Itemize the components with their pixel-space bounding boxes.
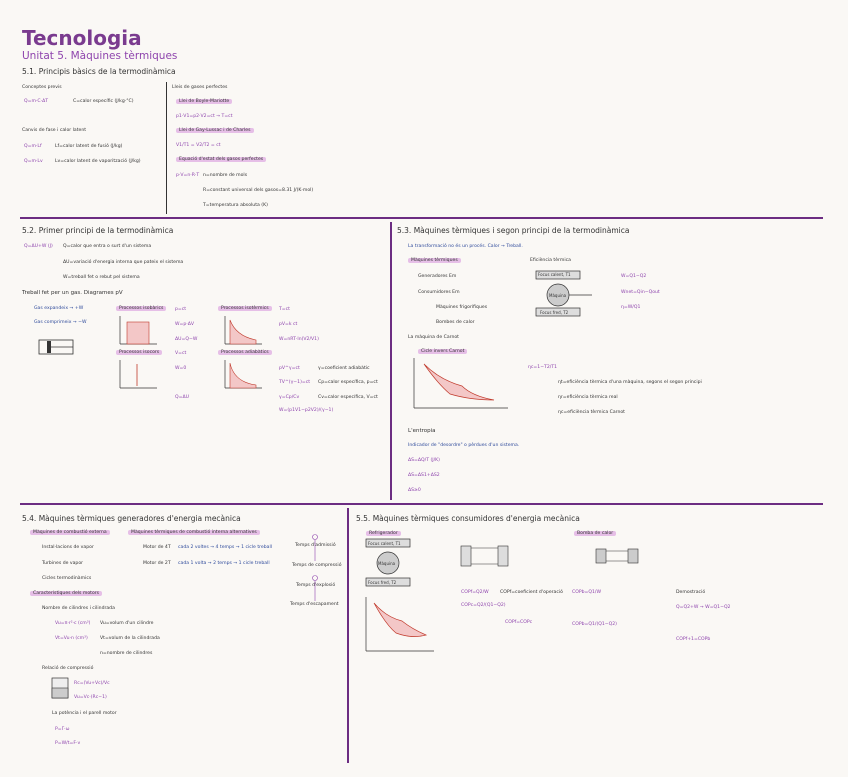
power-title: La potència i el parell motor: [52, 711, 117, 716]
phase-title: Canvis de fase i calor latent: [22, 128, 87, 133]
carnot-efficiency: ηc=1−T2/T1: [528, 365, 558, 370]
heat-formula: Q=m·C·ΔT: [24, 99, 49, 104]
carnot-cycle-label: Cicle invers Carnot: [418, 349, 467, 354]
stroke-exhaust: Temps d'escapament: [290, 602, 339, 607]
gas-expands: Gas expandeix → +W: [34, 306, 84, 311]
entropy-definition: Indicador de "desordre" o pèrdues d'un sistema.: [408, 443, 520, 448]
rc-formula: Rc=(Vu+Vc)/Vc: [74, 681, 110, 686]
stroke-compression: Temps de compressió: [292, 563, 342, 568]
demo-title: Demostració: [676, 590, 706, 595]
gamma-note: γ=coeficient adiabàtic: [318, 366, 370, 371]
isothermal-f2: pV=k ct: [279, 322, 298, 327]
eta-real-note: ηr=eficiència tèrmica real: [558, 395, 618, 400]
concepts-title: Conceptes previs: [22, 85, 62, 90]
stroke-admission: Temps d'admissió: [295, 543, 336, 548]
divider-top: [20, 217, 823, 219]
w-note: W=treball fet o rebut pel sistema: [63, 275, 140, 280]
adiabatic-label: Processos adiabàtics: [218, 350, 272, 355]
power-f2: P=W/t=F·v: [55, 741, 81, 746]
thermo-cycles: Cicles termodinàmics: [42, 576, 92, 581]
section-5-3-title: 5.3. Màquines tèrmiques i segon principi de la termodinàmica: [397, 226, 630, 235]
r-constant-note: R=constant universal dels gasos=8.31 J/(K·mol): [203, 188, 314, 193]
isochoric-f2: W=0: [175, 366, 187, 371]
isobaric-diagram: [117, 314, 159, 346]
adiabatic-f4: W=(p1V1−p2V2)/(γ−1): [279, 408, 334, 413]
unit-title: Unitat 5. Màquines tèrmiques: [22, 50, 178, 62]
cop-equality: COPf=COPc: [505, 620, 533, 625]
isothermal-label: Processos isotèrmics: [218, 306, 272, 311]
heat-pump-item: Bombes de calor: [436, 320, 475, 325]
stroke-explosion: Temps d'explosió: [296, 583, 336, 588]
adiabatic-f2: TV^(γ−1)=ct: [279, 380, 311, 385]
vc-formula: Vu=Vc·(Rc−1): [74, 695, 107, 700]
fridge-circuit-diagram: [456, 540, 516, 576]
external-combustion-label: Màquines de combustió externa: [30, 530, 110, 535]
refrigerator-label: Refrigerador: [366, 531, 401, 536]
fridge-machine-label: Màquina: [378, 561, 396, 566]
stroke-cycle-arrows: [311, 531, 319, 603]
fridge-cold-label: Focus fred, T2: [368, 580, 397, 585]
copb2-formula: COPb=Q1/(Q1−Q2): [572, 622, 617, 627]
engine-characteristics-label: Característiques dels motors: [30, 591, 102, 596]
entropy-title: L'entropia: [408, 428, 436, 434]
isobaric-f3: ΔU=Q−W: [175, 337, 198, 342]
copb-formula: COPb=Q1/W: [572, 590, 601, 595]
state-formula: p·V=n·R·T: [176, 173, 200, 178]
entropy-f3: ΔS≥0: [408, 488, 421, 493]
isochoric-f3: Q=ΔU: [175, 395, 189, 400]
isobaric-label: Processos isobàrics: [116, 306, 166, 311]
work-title: Treball fet per un gas. Diagrames pV: [22, 290, 123, 296]
section-5-4-title: 5.4. Màquines tèrmiques generadores d'energia mecànica: [22, 514, 241, 523]
power-f1: P=Γ·ω: [55, 727, 70, 732]
motor-2t: Motor de 2T: [143, 561, 171, 566]
isothermal-diagram: [222, 314, 264, 346]
vapor-note: Lv=calor latent de vaporització (J/kg): [55, 159, 141, 164]
steam-turbines: Turbines de vapor: [42, 561, 84, 566]
section-5-2-title: 5.2. Primer principi de la termodinàmica: [22, 226, 174, 235]
entropy-f1: ΔS=ΔQ/T (J/K): [408, 458, 440, 463]
cp-note: Cp=calor específica, p=ct: [318, 380, 378, 385]
fridge-item: Màquines frigorífiques: [436, 305, 488, 310]
divider-vertical-54: [347, 508, 349, 763]
heat-pump-label: Bomba de calor: [574, 531, 616, 536]
cylinders-title: Nombre de cilindres i cilindrada: [42, 606, 115, 611]
generators-item: Generadores Em: [418, 274, 457, 279]
compression-title: Relació de compressió: [42, 666, 94, 671]
gay-lussac-law: Llei de Gay-Lussac i de Charles: [176, 128, 254, 133]
u-note: ΔU=variació d'energia interna que pateix el sistema: [63, 260, 184, 265]
vt-formula: Vt=Vu·n (cm³): [55, 636, 88, 641]
adiabatic-f1: pV^γ=ct: [279, 366, 300, 371]
consumers-item: Consumidores Em: [418, 290, 460, 295]
steam-installations: Instal·lacions de vapor: [42, 545, 94, 550]
n-cylinders-note: n=nombre de cilindres: [100, 651, 153, 656]
adiabatic-f3: γ=Cp/Cv: [279, 395, 300, 400]
cylinder-sketch: [50, 676, 70, 700]
carnot-title: La màquina de Carnot: [408, 335, 459, 340]
motor-4t-desc: cada 2 voltes → 4 temps → 1 cicle treball: [178, 545, 273, 550]
entropy-f2: ΔS=ΔS1+ΔS2: [408, 473, 440, 478]
section-5-1-title: 5.1. Principis bàsics de la termodinàmica: [22, 67, 176, 76]
reverse-carnot-diagram: [362, 595, 437, 655]
cold-focus-label: Focus fred, T2: [540, 310, 569, 315]
page-title: Tecnologia: [22, 26, 142, 50]
vapor-formula: Q=m·Lv: [24, 159, 43, 164]
internal-combustion-label: Màquines tèrmiques de combustió interna alternatives: [128, 530, 260, 535]
motor-2t-desc: cada 1 volta → 2 temps → 1 cicle treball: [178, 561, 270, 566]
q-note: Q=calor que entra o surt d'un sistema: [63, 244, 152, 249]
isochoric-diagram: [117, 358, 159, 390]
gas-compresses: Gas comprimeix → −W: [34, 320, 87, 325]
isobaric-f2: W=p·ΔV: [175, 322, 195, 327]
isothermal-f3: W=nRT·ln(V2/V1): [279, 337, 319, 342]
transformation-note: La transformació no és un procés. Calor → Treball.: [408, 244, 523, 249]
cop-note: COPf=coeficient d'operació: [500, 590, 563, 595]
machine-label: Màquina: [549, 293, 567, 298]
isochoric-label: Processos isocors: [116, 350, 162, 355]
efficiency-f3: η=W/Q1: [621, 305, 641, 310]
copc-formula: COPc=Q2/(Q1−Q2): [461, 603, 506, 608]
efficiency-f1: W=Q1−Q2: [621, 274, 647, 279]
section-5-5-title: 5.5. Màquines tèrmiques consumidores d'energia mecànica: [356, 514, 580, 523]
adiabatic-diagram: [222, 358, 264, 390]
fusion-formula: Q=m·Lf: [24, 144, 42, 149]
vu-formula: Vu=π·r²·c (cm³): [55, 621, 91, 626]
isochoric-f1: V=ct: [175, 351, 187, 356]
cop-formula: COPf=Q2/W: [461, 590, 489, 595]
specific-heat-note: C=calor específic (J/kg·°C): [73, 99, 134, 104]
boyle-law: Llei de Boyle-Mariotte: [176, 99, 232, 104]
fusion-note: Lf=calor latent de fusió (J/kg): [55, 144, 123, 149]
demo-f2: COPf+1=COPb: [676, 637, 711, 642]
thermal-machines-label: Màquines tèrmiques: [408, 258, 461, 263]
motor-4t: Motor de 4T: [143, 545, 171, 550]
gay-lussac-formula: V1/T1 = V2/T2 = ct: [176, 143, 221, 148]
vt-note: Vt=volum de la cilindrada: [100, 636, 160, 641]
gas-laws-title: Lleis de gases perfectes: [172, 85, 228, 90]
vu-note: Vu=volum d'un cilindre: [100, 621, 154, 626]
heat-pump-diagram: [592, 541, 648, 575]
divider-middle: [20, 503, 823, 505]
fridge-hot-label: Focus calent, T1: [368, 541, 401, 546]
piston-sketch: [38, 338, 78, 356]
first-law-formula: Q=ΔU+W (J): [24, 244, 53, 249]
efficiency-f2: Wnet=Qin−Qout: [621, 290, 660, 295]
eta-note: ηt=eficiència tèrmica d'una màquina, segons el segon principi: [558, 380, 702, 385]
mols-note: n=nombre de mols: [203, 173, 248, 178]
divider-vertical-51: [166, 82, 167, 214]
isobaric-f1: p=ct: [175, 307, 187, 312]
state-equation: Equació d'estat dels gasos perfectes: [176, 157, 266, 162]
carnot-diagram: [410, 356, 510, 412]
boyle-formula: p1·V1=p2·V2=ct → T=ct: [176, 114, 233, 119]
cv-note: Cv=calor específica, V=ct: [318, 395, 378, 400]
isothermal-f1: T=ct: [279, 307, 290, 312]
demo-f1: Q=Q2+W → W=Q1−Q2: [676, 605, 731, 610]
temperature-note: T=temperatura absoluta (K): [203, 203, 268, 208]
hot-focus-label: Focus calent, T1: [538, 272, 571, 277]
eta-carnot-note: ηc=eficiència tèrmica Carnot: [558, 410, 625, 415]
efficiency-title: Eficiència tèrmica: [530, 258, 571, 263]
divider-vertical-52: [390, 222, 392, 500]
